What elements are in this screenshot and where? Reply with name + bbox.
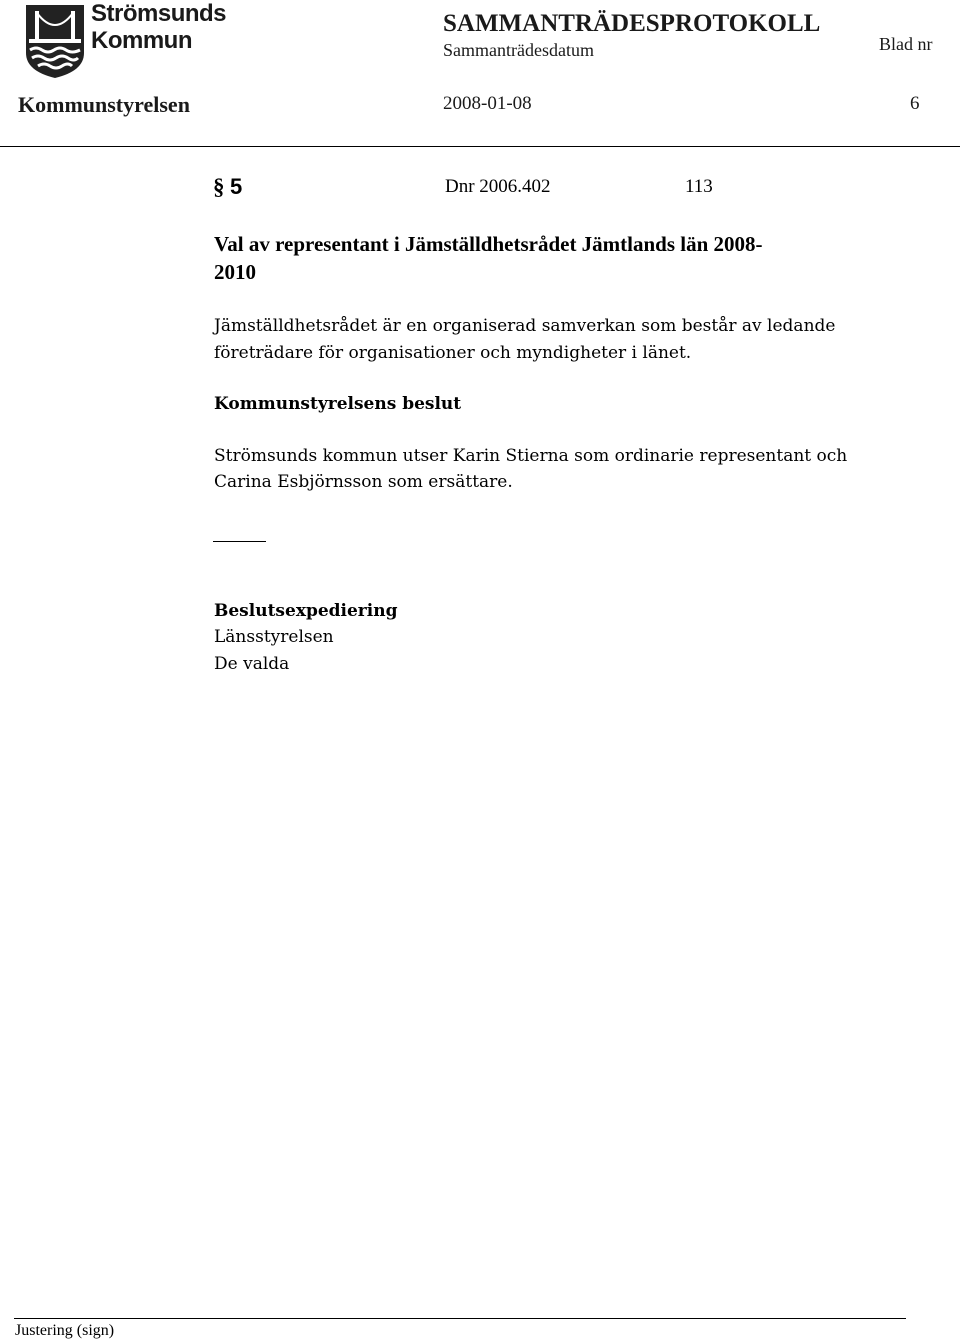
decision-text-line1: Strömsunds kommun utser Karin Stierna som ordinarie representant och bbox=[214, 446, 848, 466]
expedition-recipient: De valda bbox=[214, 654, 290, 674]
paragraph-mark: § bbox=[213, 174, 225, 199]
section-end-divider bbox=[213, 541, 266, 542]
organization-name-line2: Kommun bbox=[91, 27, 192, 54]
expedition-recipient: Länsstyrelsen bbox=[214, 627, 334, 647]
meeting-date-label: Sammanträdesdatum bbox=[443, 40, 594, 60]
case-number: 113 bbox=[685, 176, 713, 197]
intro-text-line2: företrädare för organisationer och myndigheter i länet. bbox=[214, 343, 692, 363]
diary-number: Dnr 2006.402 bbox=[445, 176, 551, 197]
page-number: 6 bbox=[910, 93, 920, 114]
page-number-label: Blad nr bbox=[879, 34, 933, 54]
document-type-title: SAMMANTRÄDESPROTOKOLL bbox=[443, 10, 821, 37]
meeting-date: 2008-01-08 bbox=[443, 93, 532, 114]
decision-text-line2: Carina Esbjörnsson som ersättare. bbox=[214, 472, 513, 492]
section-heading-line1: Val av representant i Jämställdhetsrådet Jämtlands län 2008- bbox=[214, 232, 763, 256]
paragraph-number: 5 bbox=[230, 174, 243, 199]
decision-heading: Kommunstyrelsens beslut bbox=[214, 394, 462, 414]
intro-text-line1: Jämställdhetsrådet är en organiserad samverkan som består av ledande bbox=[214, 316, 836, 336]
organization-name-line1: Strömsunds bbox=[91, 0, 227, 27]
signature-label: Justering (sign) bbox=[15, 1322, 115, 1339]
municipality-logo-icon bbox=[24, 3, 86, 79]
footer-divider bbox=[14, 1318, 906, 1319]
section-heading-line2: 2010 bbox=[214, 260, 256, 284]
expedition-heading: Beslutsexpediering bbox=[214, 601, 398, 621]
committee-name: Kommunstyrelsen bbox=[18, 92, 190, 117]
header-divider bbox=[0, 146, 960, 147]
